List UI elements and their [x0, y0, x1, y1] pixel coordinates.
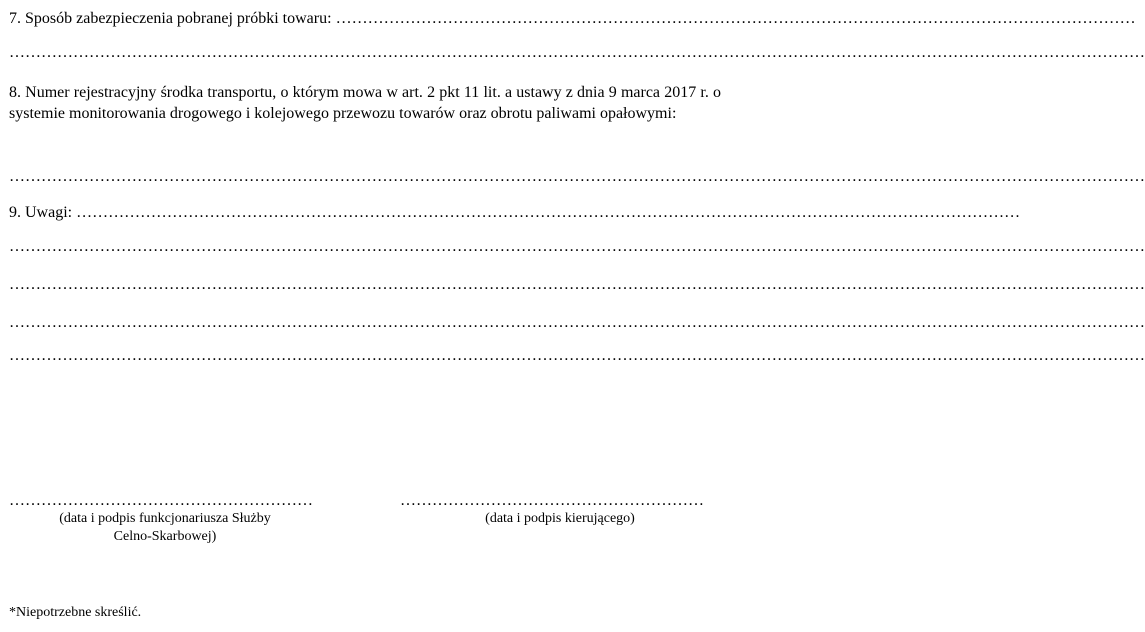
item9-fill-dots: ……………………………………………………………………………………………………………………………………………………………	[76, 204, 1021, 221]
item7-label: 7. Sposób zabezpieczenia pobranej próbki towaru:	[9, 10, 332, 27]
item7-fill-dots: ……………………………………………………………………………………………………………………………………	[335, 10, 1136, 27]
item9-row	[9, 202, 1021, 224]
officer-caption-line2: Celno-Skarbowej)	[113, 529, 217, 544]
driver-signature-caption	[400, 510, 720, 528]
driver-signature-line: …………………………………………………	[400, 492, 704, 509]
item7-row	[9, 8, 1136, 30]
driver-caption-text: (data i podpis kierującego)	[485, 511, 635, 526]
item9-answer-line-3: ……………………………………………………………………………………………………………………………………………………………………………………………	[9, 314, 1145, 331]
officer-caption-line1: (data i podpis funkcjonariusza Służby	[59, 511, 271, 526]
officer-signature-caption	[9, 510, 321, 546]
item9-label: 9. Uwagi:	[9, 204, 73, 221]
item9-answer-line-4: ……………………………………………………………………………………………………………………………………………………………………………………………	[9, 347, 1145, 364]
item9-answer-line-1: ……………………………………………………………………………………………………………………………………………………………………………………………	[9, 238, 1145, 255]
item9-answer-line-2: ……………………………………………………………………………………………………………………………………………………………………………………………	[9, 276, 1145, 293]
item7-answer-line: ……………………………………………………………………………………………………………………………………………………………………………………………	[9, 44, 1145, 61]
item8-text: 8. Numer rejestracyjny środka transportu, o którym mowa w art. 2 pkt 11 lit. a ustawy z dnia 9 marca 2017 r. o systemie monitorowania drogowego i kolejowego przewozu towarów oraz obrotu paliwami opałowymi:	[9, 84, 721, 122]
footnote: *Niepotrzebne skreślić.	[9, 605, 142, 620]
item8-answer-line: ……………………………………………………………………………………………………………………………………………………………………………………………	[9, 168, 1145, 185]
officer-signature-line: …………………………………………………	[9, 492, 313, 509]
